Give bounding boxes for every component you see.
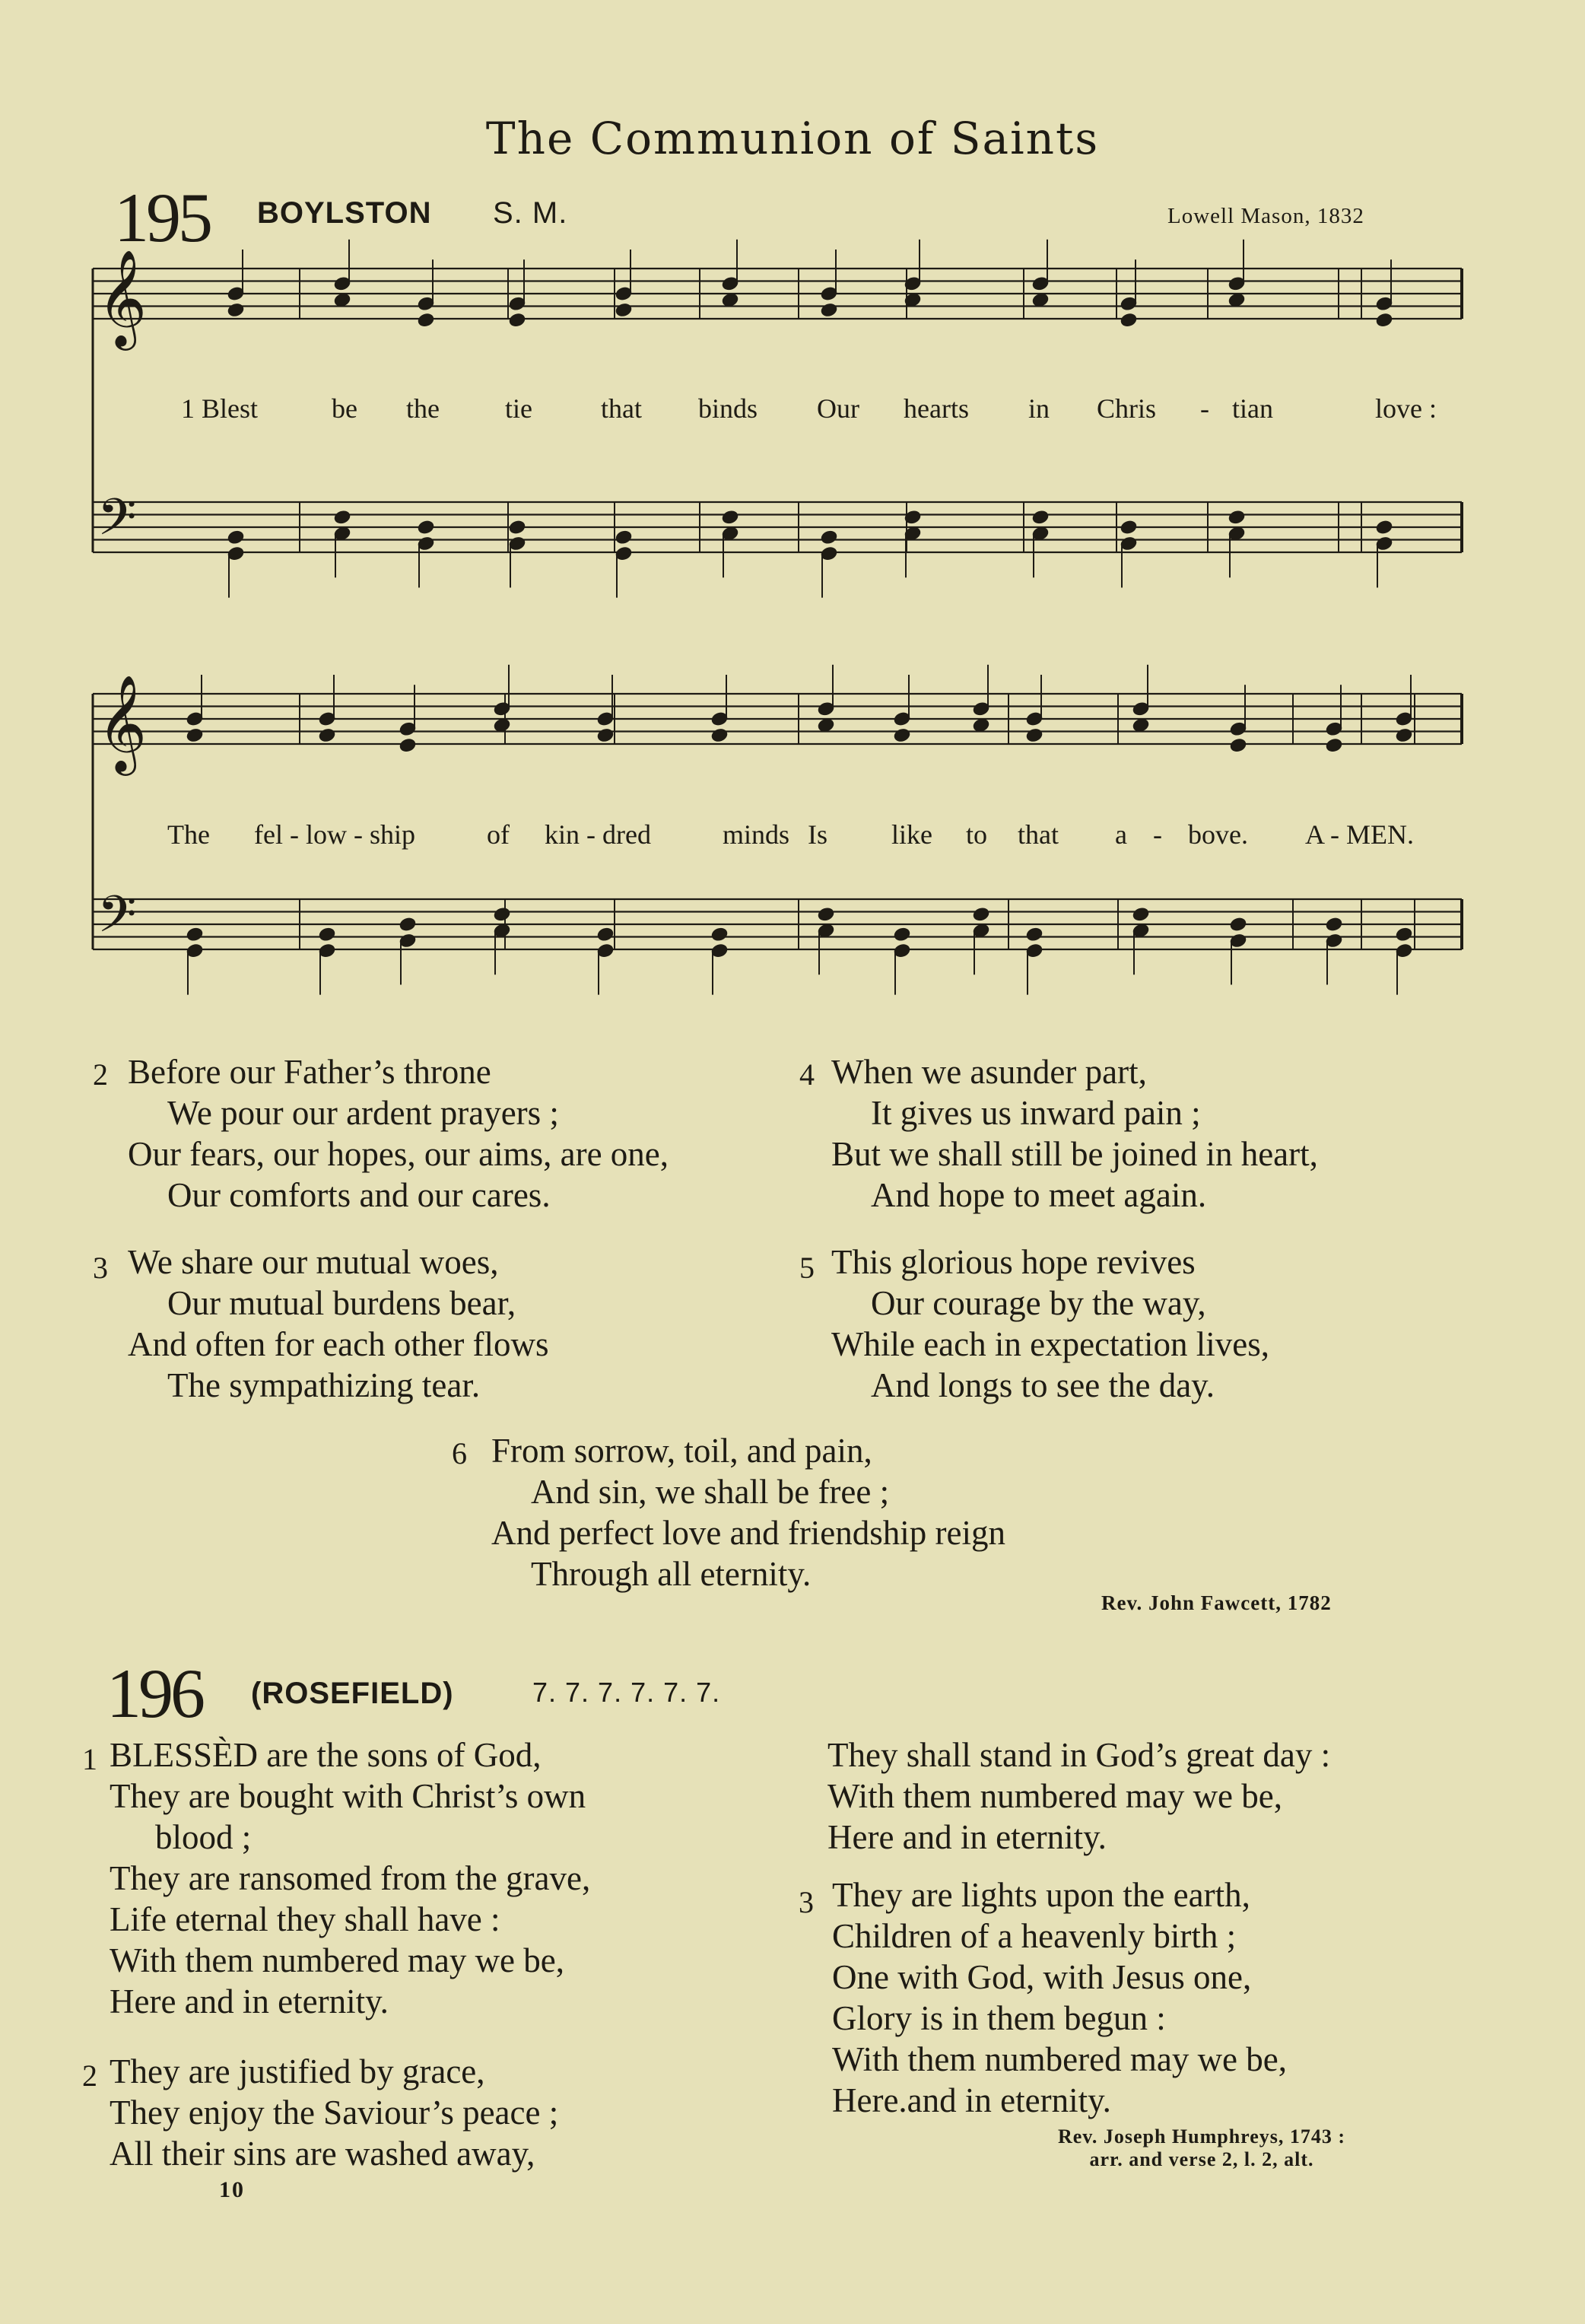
verse-number: 5 (799, 1251, 815, 1285)
lyric-syllable: that (1018, 819, 1059, 850)
hymn-196-verse-2-part-2 (827, 1734, 1330, 1858)
verse-line: Our comforts and our cares. (167, 1176, 551, 1214)
verse-line: With them numbered may we be, (832, 2040, 1288, 2078)
section-title: The Communion of Saints (485, 113, 1100, 164)
hymn-196-tune: (ROSEFIELD) (251, 1677, 454, 1710)
verse-line: Our courage by the way, (871, 1284, 1206, 1322)
hymn-196-author (989, 2125, 1415, 2171)
verse-line: And sin, we shall be free ; (531, 1473, 890, 1511)
hymn-196-meter: 7. 7. 7. 7. 7. 7. (532, 1677, 721, 1708)
lyric-syllable: 1 Blest (181, 393, 259, 424)
lyric-syllable: love : (1375, 393, 1437, 424)
verse-line: Here and in eternity. (110, 1982, 389, 2020)
verse-line: But we shall still be joined in heart, (831, 1135, 1318, 1173)
lyric-syllable: The (167, 819, 210, 850)
author-note: arr. and verse 2, l. 2, alt. (1089, 2148, 1314, 2170)
verse-line: While each in expectation lives, (831, 1325, 1270, 1363)
lyric-syllable: - (1200, 393, 1209, 424)
hymn-195-verse-4 (799, 1051, 1318, 1216)
verse-line: blood ; (155, 1818, 252, 1856)
hymn-196-verse-1 (82, 1734, 591, 2022)
verse-line: And hope to meet again. (871, 1176, 1207, 1214)
verse-number: 6 (452, 1436, 467, 1470)
verse-line: They are ransomed from the grave, (110, 1859, 591, 1897)
lyric-syllable: binds (698, 393, 758, 424)
lyric-syllable: that (601, 393, 642, 424)
verse-number: 3 (799, 1885, 814, 1919)
hymn-195-author: Rev. John Fawcett, 1782 (1101, 1591, 1332, 1614)
lyric-syllable: of (487, 819, 510, 850)
lyric-syllable: - (1153, 819, 1162, 850)
lyric-syllable: bove. (1188, 819, 1248, 850)
verse-line: One with God, with Jesus one, (832, 1958, 1252, 1996)
hymn-195-composer: Lowell Mason, 1832 (1167, 204, 1364, 228)
verse-line: And often for each other flows (128, 1325, 549, 1363)
hymn-196-verse-3 (799, 1874, 1288, 2121)
lyric-syllable: in (1028, 393, 1050, 424)
lyric-syllable: like (891, 819, 932, 850)
verse-line: This glorious hope revives (831, 1243, 1196, 1281)
verse-line: It gives us inward pain ; (871, 1094, 1201, 1132)
hymn-195-verse-6 (452, 1430, 1006, 1594)
verse-number: 1 (82, 1742, 97, 1776)
verse-line: BLESSÈD are the sons of God, (110, 1736, 542, 1774)
lyric-syllable: kin - dred (545, 819, 651, 850)
hymn-195-tune: BOYLSTON (257, 196, 432, 230)
hymn-195-verse-2 (93, 1051, 669, 1216)
hymn-196-verse-2-part-1 (82, 2051, 559, 2174)
lyric-syllable: Our (817, 393, 859, 424)
verse-line: And perfect love and friendship reign (491, 1514, 1006, 1552)
verse-line: All their sins are washed away, (110, 2135, 535, 2173)
hymn-196-number: 196 (106, 1655, 202, 1732)
lyric-syllable: Is (808, 819, 827, 850)
hymn-195-verse-3 (93, 1241, 549, 1406)
verse-line: We pour our ardent prayers ; (167, 1094, 559, 1132)
verse-number: 3 (93, 1251, 108, 1285)
verse-line: They are bought with Christ’s own (110, 1777, 586, 1815)
verse-line: With them numbered may we be, (110, 1941, 565, 1979)
lyric-syllable: Chris (1097, 393, 1157, 424)
verse-line: They are justified by grace, (110, 2052, 485, 2090)
verse-line: They are lights upon the earth, (832, 1876, 1250, 1914)
verse-line: Here.and in eternity. (832, 2081, 1111, 2119)
verse-line: We share our mutual woes, (128, 1243, 499, 1281)
verse-line: And longs to see the day. (871, 1366, 1215, 1404)
verse-line: Life eternal they shall have : (110, 1900, 500, 1938)
verse-line: From sorrow, toil, and pain, (491, 1432, 872, 1470)
lyric-syllable: the (406, 393, 440, 424)
verse-line: Here and in eternity. (827, 1818, 1107, 1856)
hymn-195-verse-5 (799, 1241, 1270, 1406)
lyric-syllable: be (332, 393, 357, 424)
music-score (0, 0, 1585, 1050)
lyric-syllable: tie (505, 393, 532, 424)
lyric-syllable: fel - low - ship (254, 819, 415, 850)
verse-line: When we asunder part, (831, 1053, 1147, 1091)
lyric-syllable: hearts (904, 393, 969, 424)
hymn-195-number: 195 (114, 179, 210, 256)
verse-line: Before our Father’s throne (128, 1053, 491, 1091)
verse-line: Our fears, our hopes, our aims, are one, (128, 1135, 669, 1173)
lyric-syllable: tian (1232, 393, 1273, 424)
verse-number: 2 (82, 2059, 97, 2093)
author-line: Rev. Joseph Humphreys, 1743 : (1057, 2125, 1346, 2148)
lyric-syllable: minds (723, 819, 790, 850)
verse-number: 4 (799, 1057, 815, 1092)
svg-text:𝄞: 𝄞 (97, 674, 148, 771)
lyric-syllable: a (1115, 819, 1127, 850)
verse-line: Our mutual burdens bear, (167, 1284, 516, 1322)
svg-text:𝄞: 𝄞 (97, 249, 148, 346)
verse-line: The sympathizing tear. (167, 1366, 481, 1404)
page-number: 10 (219, 2177, 245, 2202)
lyric-syllable: A - MEN. (1305, 819, 1414, 850)
verse-number: 2 (93, 1057, 108, 1092)
verse-line: Through all eternity. (531, 1555, 812, 1593)
verse-line: Glory is in them begun : (832, 1999, 1166, 2037)
svg-text:𝄢: 𝄢 (97, 885, 137, 956)
svg-text:𝄢: 𝄢 (97, 488, 137, 559)
verse-line: They enjoy the Saviour’s peace ; (110, 2094, 559, 2132)
verse-line: Children of a heavenly birth ; (832, 1917, 1237, 1955)
lyric-syllable: to (966, 819, 988, 850)
verse-line: With them numbered may we be, (827, 1777, 1283, 1815)
hymn-195-meter: S. M. (493, 196, 568, 230)
verse-line: They shall stand in God’s great day : (827, 1736, 1331, 1774)
